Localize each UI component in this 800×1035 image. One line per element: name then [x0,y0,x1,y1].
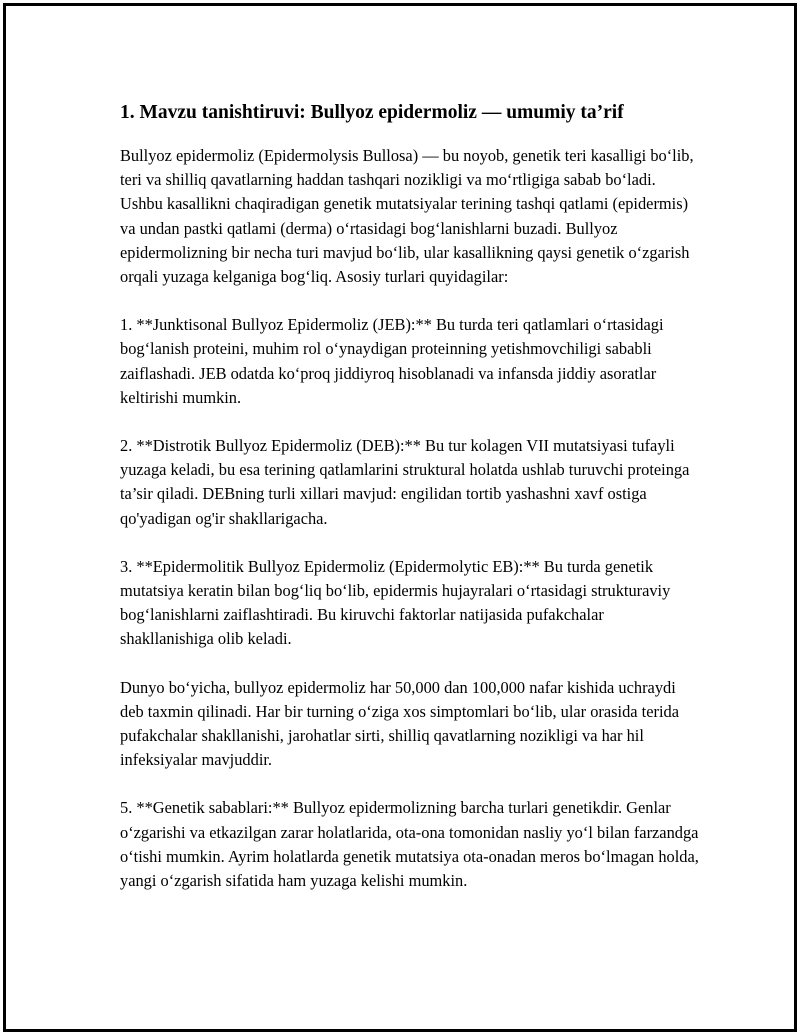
section-heading: 1. Mavzu tanishtiruvi: Bullyoz epidermoliz — umumiy ta’rif [120,102,624,123]
document-body [120,100,700,917]
genetic-causes-paragraph: 5. **Genetik sabablari:** Bullyoz epidermolizning barcha turlari genetikdir. Genlar o‘zgarishi va etkazilgan zarar holatlarida, ota-ona tomonidan nasliy yo‘l bilan farzandga o‘tishi mumkin. Ayrim holatlarda genetik mutatsiya ota-onadan meros bo‘lmagan holda, yangi o‘zgarish sifatida ham yuzaga kelishi mumkin. [120,798,699,891]
jeb-paragraph: 1. **Junktisonal Bullyoz Epidermoliz (JEB):** Bu turda teri qatlamlari o‘rtasidagi bog‘lanish proteini, muhim rol o‘ynaydigan proteinning yetishmovchiligi sababli zaiflashadi. JEB odatda ko‘proq jiddiyroq hisoblanadi va infansda jiddiy asoratlar keltirishi mumkin. [120,315,664,407]
page-frame [3,3,797,1032]
deb-paragraph: 2. **Distrotik Bullyoz Epidermoliz (DEB):** Bu tur kolagen VII mutatsiyasi tufayli yuzaga keladi, bu esa terining qatlamlarini struktural holatda ushlab turuvchi proteinga ta’sir qiladi. DEBning turli xillari mavjud: engilidan tortib yashashni xavf ostiga qo'yadigan og'ir shakllarigacha. [120,436,690,528]
epidermolytic-eb-paragraph: 3. **Epidermolitik Bullyoz Epidermoliz (Epidermolytic EB):** Bu turda genetik mutatsiya keratin bilan bog‘liq bo‘lib, epidermis hujayralari o‘rtasidagi strukturaviy bog‘lanishlarni zaiflashtiradi. Bu kiruvchi faktorlar natijasida pufakchalar shakllanishiga olib keladi. [120,556,671,649]
prevalence-paragraph: Dunyo bo‘yicha, bullyoz epidermoliz har 50,000 dan 100,000 nafar kishida uchraydi deb taxmin qilinadi. Har bir turning o‘ziga xos simptomlari bo‘lib, ular orasida terida pufakchalar shakllanishi, jarohatlar sirti, shilliq qavatlarning nozikligi va har hil infeksiyalar mavjuddir. [120,677,679,770]
intro-paragraph: Bullyoz epidermoliz (Epidermolysis Bullosa) — bu noyob, genetik teri kasalligi bo‘lib, teri va shilliq qavatlarning haddan tashqari nozikligi va mo‘rtligiga sabab bo‘ladi. Ushbu kasallikni chaqiradigan genetik mutatsiyalar terining tashqi qatlami (epidermis) va undan pastki qatlami (derma) o‘rtasidagi bog‘lanishlarni buzadi. Bullyoz epidermolizning bir necha turi mavjud bo‘lib, ular kasallikning qaysi genetik o‘zgarish orqali yuzaga kelganiga bog‘liq. Asosiy turlari quyidagilar: [120,146,694,287]
